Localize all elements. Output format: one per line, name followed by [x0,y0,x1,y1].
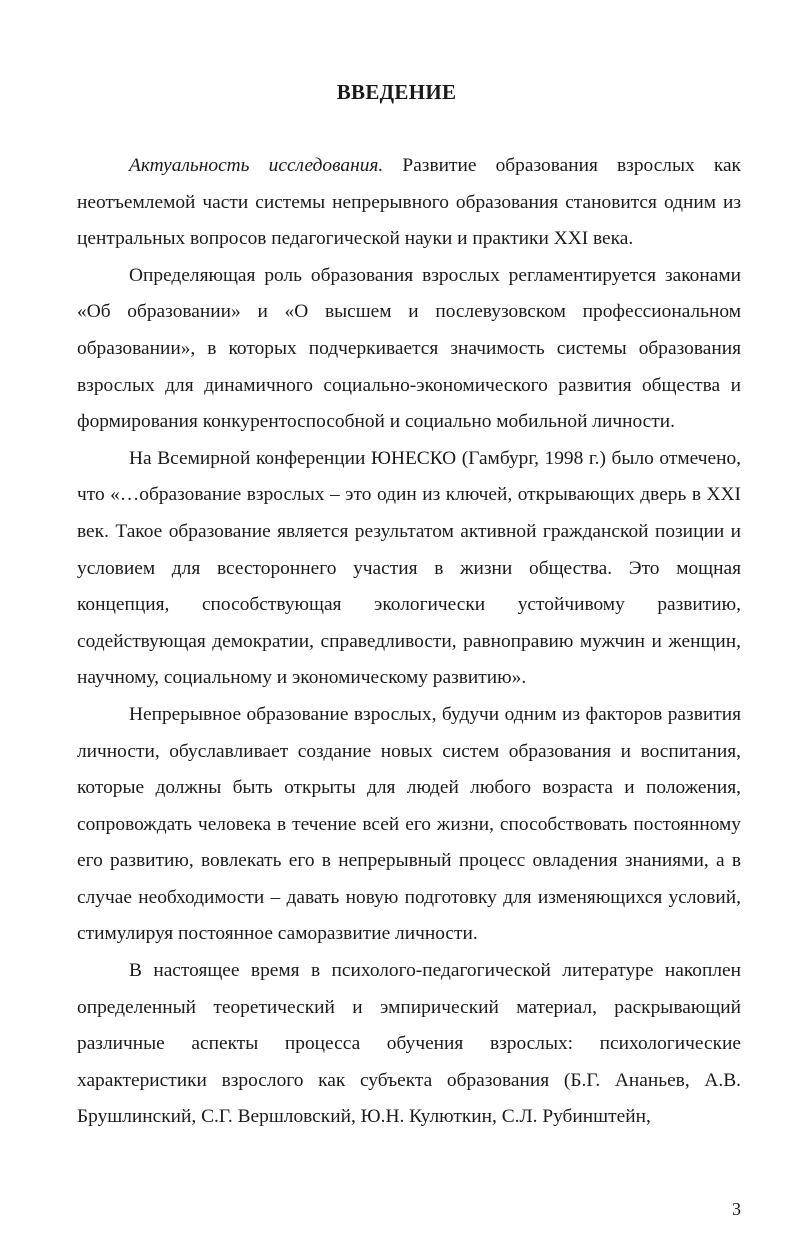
paragraph-relevance [77,148,741,258]
paragraph-lead: Актуальность исследования. [129,155,384,176]
document-body [77,148,741,1136]
paragraph-literature: В настоящее время в психолого-педагогической литературе накоплен определенный теоретический и эмпирический материал, раскрывающий различные аспекты процесса обучения взрослых: психологические характеристики взрослого как субъекта образования (Б.Г. Ананьев, А.В. Брушлинский, С.Г. Вершловский, Ю.Н. Кулюткин, С.Л. Рубинштейн, [77,960,741,1128]
paragraph-continuous-education: Непрерывное образование взрослых, будучи одним из факторов развития личности, обуславливает создание новых систем образования и воспитания, которые должны быть открыты для людей любого возраста и положения, сопровождать человека в течение всей его жизни, способствовать постоянному его развитию, вовлекать его в непрерывный процесс овладения знаниями, а в случае необходимости – давать новую подготовку для изменяющихся условий, стимулируя постоянное саморазвитие личности. [77,703,741,945]
paragraph-unesco: На Всемирной конференции ЮНЕСКО (Гамбург, 1998 г.) было отмечено, что «…образование взрослых – это один из ключей, открывающих дверь в XXI век. Такое образование является результатом активной гражданской позиции и условием для всестороннего участия в жизни общества. Это мощная концепция, способствующая экологически устойчивому развитию, содействующая демократии, справедливости, равноправию мужчин и женщин, научному, социальному и экономическому развитию». [77,447,741,689]
paragraph-text: Развитие образования взрослых как неотъемлемой части системы непрерывного образования становится одним из центральных вопросов педагогической науки и практики XXI века. [77,155,741,250]
page-number: 3 [732,1199,741,1219]
page-title: ВВЕДЕНИЕ [336,80,457,104]
paragraph-laws: Определяющая роль образования взрослых регламентируется законами «Об образовании» и «О высшем и послевузовском профессиональном образовании», в которых подчеркивается значимость системы образования взрослых для динамичного социально-экономического развития общества и формирования конкурентоспособной и социально мобильной личности. [77,264,741,433]
